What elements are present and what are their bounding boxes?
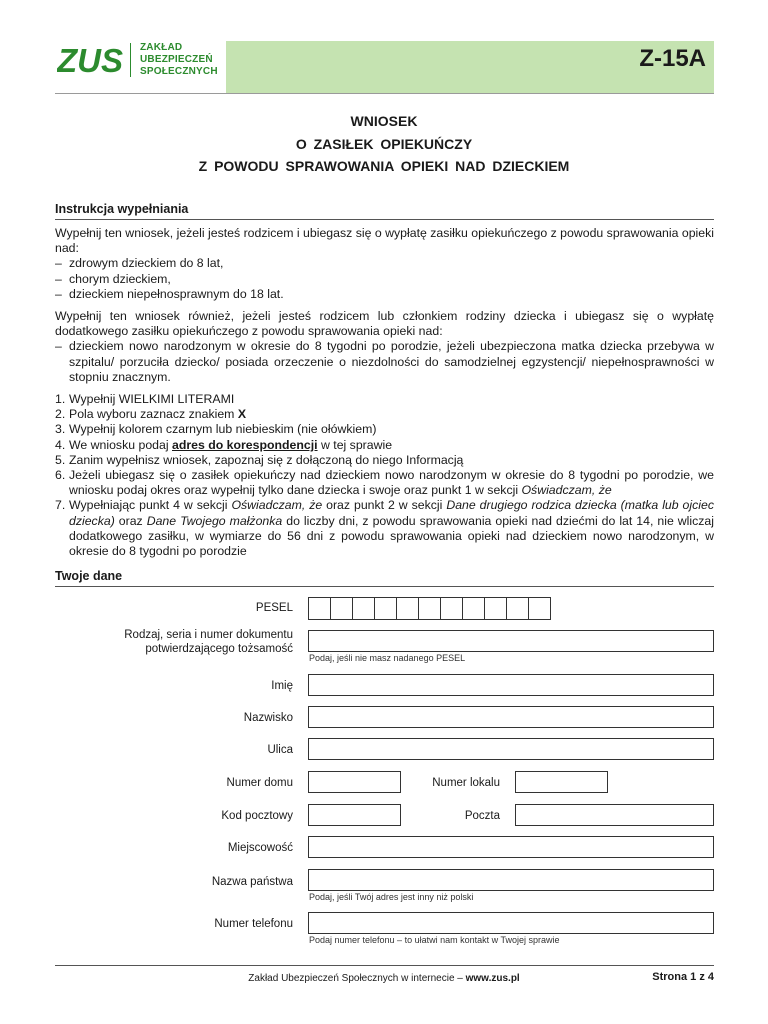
id-document-input[interactable] bbox=[308, 630, 714, 652]
pesel-label: PESEL bbox=[255, 602, 293, 614]
phone-label: Numer telefonu bbox=[214, 918, 293, 930]
zus-logo bbox=[57, 42, 127, 78]
footer-text: Zakład Ubezpieczeń Społecznych w internecie – www.zus.pl bbox=[248, 973, 520, 984]
pesel-digit-box[interactable] bbox=[352, 597, 375, 620]
first-name-label: Imię bbox=[271, 680, 293, 692]
first-name-input[interactable] bbox=[308, 674, 714, 696]
pesel-digit-box[interactable] bbox=[506, 597, 529, 620]
pesel-digit-box[interactable] bbox=[528, 597, 551, 620]
form-code: Z-15A bbox=[639, 45, 706, 72]
city-label: Miejscowość bbox=[227, 842, 293, 854]
zus-logo-mark: ZUS bbox=[57, 42, 123, 78]
title-line-1: WNIOSEK bbox=[350, 113, 418, 129]
street-label: Ulica bbox=[267, 744, 293, 756]
footer-divider bbox=[55, 965, 714, 966]
pesel-input[interactable] bbox=[308, 597, 550, 620]
country-input[interactable] bbox=[308, 869, 714, 891]
logo-text bbox=[140, 42, 218, 78]
logo-line-1: ZAKŁAD bbox=[140, 42, 183, 53]
form-title bbox=[0, 110, 768, 178]
pesel-digit-box[interactable] bbox=[418, 597, 441, 620]
logo-separator bbox=[130, 43, 131, 77]
title-line-3: Z POWODU SPRAWOWANIA OPIEKI NAD DZIECKIEM bbox=[198, 158, 570, 174]
header-divider bbox=[55, 93, 714, 94]
instruction-step: 1. Wypełnij WIELKIMI LITERAMI bbox=[55, 392, 235, 407]
instruction-step: 6. Jeżeli ubiegasz się o zasiłek opiekuńczy nad dzieckiem nowo narodzonym w okresie do 8 tygodni po porodzie, we wniosku podaj okres oraz wypełnij tylko dane dziecka i swoje oraz punkt 1 w sekcji Oświadczam, że bbox=[55, 468, 714, 498]
list-item: – chorym dzieckiem, bbox=[55, 271, 171, 286]
pesel-digit-box[interactable] bbox=[330, 597, 353, 620]
instruction-step: 2. Pola wyboru zaznacz znakiem X bbox=[55, 407, 247, 422]
house-number-input[interactable] bbox=[308, 771, 401, 793]
instructions-body bbox=[55, 226, 714, 559]
page-number: Strona 1 z 4 bbox=[652, 971, 714, 983]
instruction-step: 4. We wniosku podaj adres do korespondencji w tej sprawie bbox=[55, 437, 393, 452]
last-name-label: Nazwisko bbox=[243, 712, 293, 724]
pesel-digit-box[interactable] bbox=[484, 597, 507, 620]
form-header bbox=[55, 41, 714, 95]
flat-number-label: Numer lokalu bbox=[432, 777, 500, 789]
list-item: – zdrowym dzieckiem do 8 lat, bbox=[55, 256, 224, 271]
your-data-heading: Twoje dane bbox=[55, 569, 714, 587]
instructions-intro-2: Wypełnij ten wniosek również, jeżeli jesteś rodzicem lub członkiem rodziny dziecka i ubiegasz się o wypłatę dodatkowego zasiłku opiekuńczego z powodu sprawowania opieki nad: bbox=[55, 309, 714, 339]
instructions-heading: Instrukcja wypełniania bbox=[55, 202, 714, 220]
logo-line-2: UBEZPIECZEŃ bbox=[140, 54, 213, 65]
pesel-digit-box[interactable] bbox=[440, 597, 463, 620]
pesel-digit-box[interactable] bbox=[462, 597, 485, 620]
footer-url[interactable]: www.zus.pl bbox=[465, 973, 520, 984]
country-hint: Podaj, jeśli Twój adres jest inny niż polski bbox=[309, 892, 474, 902]
instruction-step: 5. Zanim wypełnisz wniosek, zapoznaj się z dołączoną do niego Informacją bbox=[55, 452, 464, 467]
id-document-hint: Podaj, jeśli nie masz nadanego PESEL bbox=[309, 653, 466, 663]
phone-input[interactable] bbox=[308, 912, 714, 934]
instruction-step: 7. Wypełniając punkt 4 w sekcji Oświadczam, że oraz punkt 2 w sekcji Dane drugiego rodzica dziecka (matka lub ojciec dziecka) oraz Dane Twojego małżonka do liczby dni, z powodu sprawowania opieki nad dziećmi do lat 14, nie wliczaj dodatkowego zasiłku, w wymiarze do 56 dni z powodu sprawowania opieki nad dzieckiem nowo narodzonym, w okresie do 8 tygodni po porodzie bbox=[55, 498, 714, 559]
postal-code-input[interactable] bbox=[308, 804, 401, 826]
instruction-step: 3. Wypełnij kolorem czarnym lub niebieskim (nie ołówkiem) bbox=[55, 422, 377, 437]
street-input[interactable] bbox=[308, 738, 714, 760]
flat-number-input[interactable] bbox=[515, 771, 608, 793]
post-office-label: Poczta bbox=[464, 810, 500, 822]
house-number-label: Numer domu bbox=[226, 777, 293, 789]
city-input[interactable] bbox=[308, 836, 714, 858]
country-label: Nazwa państwa bbox=[211, 876, 293, 888]
phone-hint: Podaj numer telefonu – to ułatwi nam kontakt w Twojej sprawie bbox=[309, 935, 560, 945]
logo-line-3: SPOŁECZNYCH bbox=[140, 66, 218, 77]
pesel-digit-box[interactable] bbox=[374, 597, 397, 620]
list-item: – dzieckiem nowo narodzonym w okresie do 8 tygodni po porodzie, jeżeli ubezpieczona matka dziecka przebywa w szpitalu/ porzuciła dziecko/ posiada orzeczenie o niezdolności do samodzielnej egzystencji/ niepełnosprawności w stopniu znacznym. bbox=[55, 339, 714, 384]
id-document-label: Rodzaj, seria i numer dokumentu potwierdzającego tożsamość bbox=[124, 629, 293, 655]
pesel-digit-box[interactable] bbox=[308, 597, 331, 620]
pesel-digit-box[interactable] bbox=[396, 597, 419, 620]
last-name-input[interactable] bbox=[308, 706, 714, 728]
list-item: – dzieckiem niepełnosprawnym do 18 lat. bbox=[55, 286, 284, 301]
postal-code-label: Kod pocztowy bbox=[221, 810, 293, 822]
post-office-input[interactable] bbox=[515, 804, 714, 826]
instructions-intro-1: Wypełnij ten wniosek, jeżeli jesteś rodzicem i ubiegasz się o wypłatę zasiłku opiekuńczego z powodu sprawowania opieki nad: bbox=[55, 226, 714, 256]
title-line-2: O ZASIŁEK OPIEKUŃCZY bbox=[295, 135, 473, 152]
